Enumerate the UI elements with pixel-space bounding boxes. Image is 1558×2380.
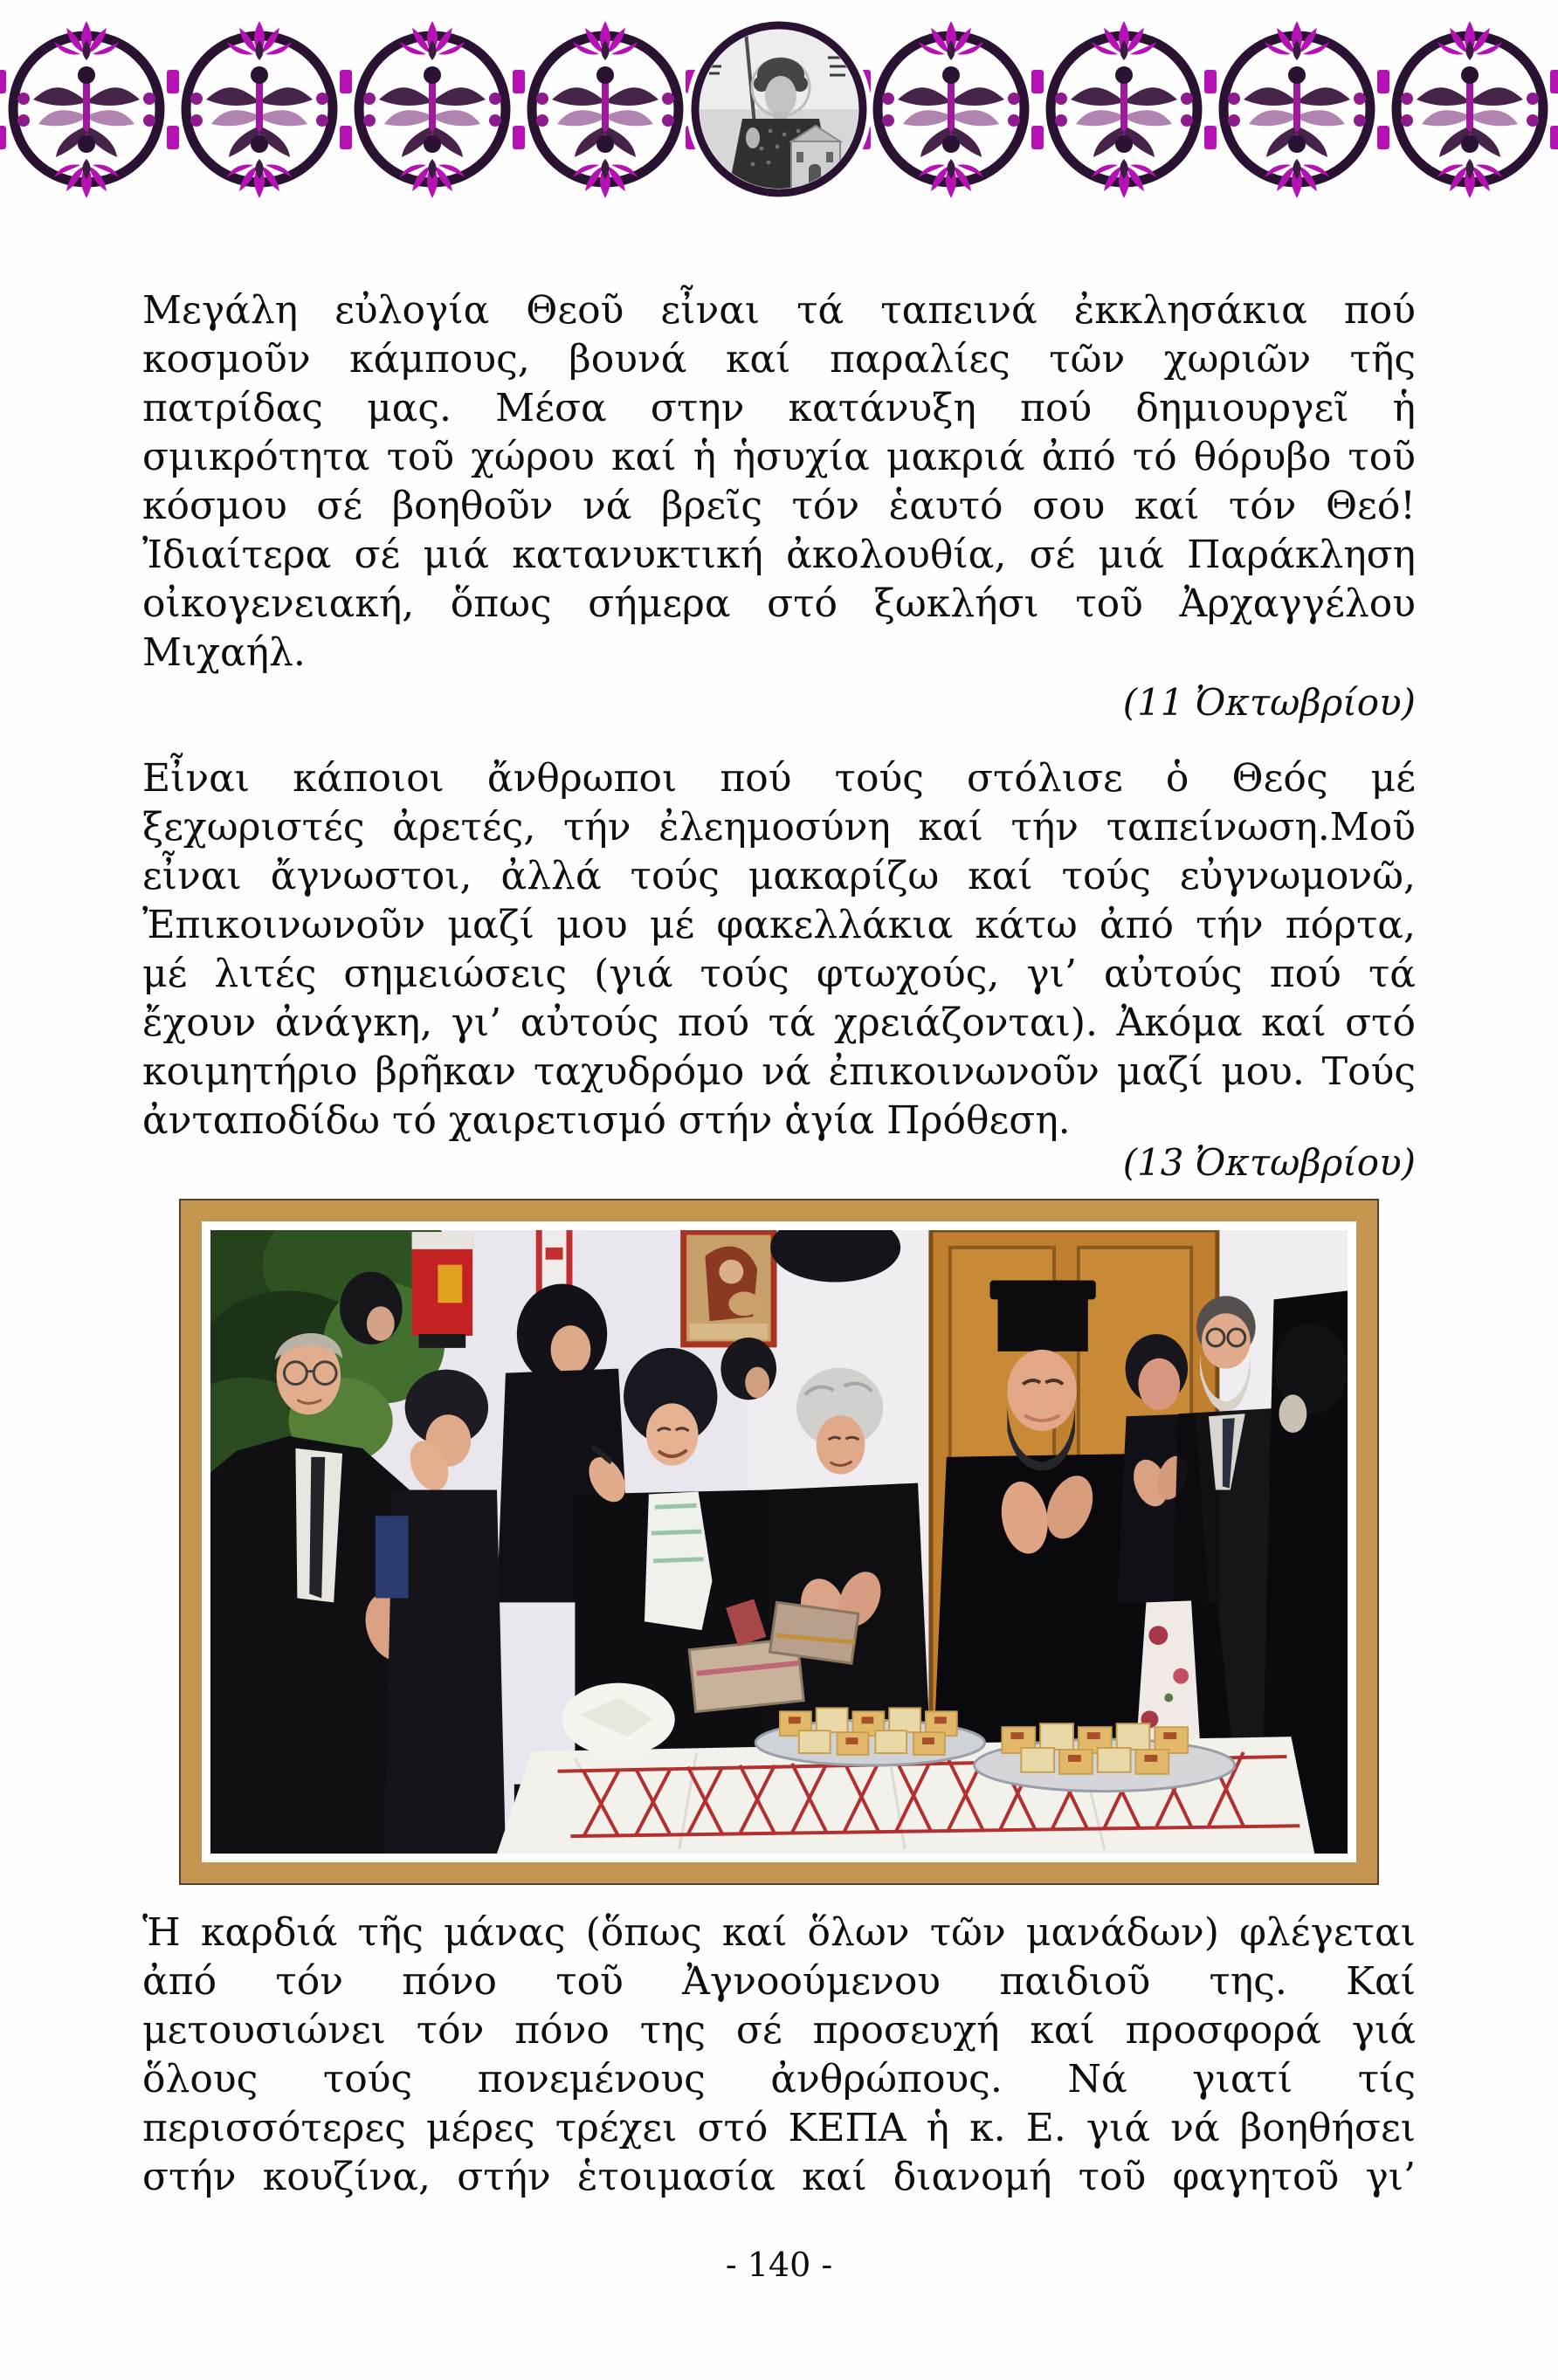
text-line: οἰκογενειακή, ὅπως σήμερα στό ξωκλήσι τοῦ Ἀρχαγγέλου (142, 581, 1416, 626)
page-number: - 140 - (725, 2246, 833, 2284)
cake-tray-left (755, 1708, 984, 1764)
fire-extinguisher-sign (412, 1232, 473, 1348)
text-line: Μεγάλη εὐλογία Θεοῦ εἶναι τά ταπεινά ἐκκλησάκια πού (142, 288, 1416, 333)
text-line: κοιμητήριο βρῆκαν ταχυδρόμο νά ἐπικοινωνοῦν μαζί μου. Τούς (142, 1049, 1416, 1094)
text-line: κόσμου σέ βοηθοῦν νά βρεῖς τόν ἑαυτό σου καί τόν Θεό! (142, 484, 1416, 528)
wrapping-paper (562, 1683, 675, 1756)
text-line: ἔχουν ἀνάγκη, γι’ αὐτούς πού τά χρειάζονται). Ἀκόμα καί στό (142, 1001, 1416, 1045)
date-annotation-2: (13 Ὀκτωβρίου) (1122, 1141, 1416, 1184)
text-line: περισσότερες μέρες τρέχει στό ΚΕΠΑ ἡ κ. Ε. γιά νά βοηθήσει (142, 2106, 1416, 2150)
text-line: ἀνταποδίδω τό χαιρετισμό στήν ἁγία Πρόθεση. (142, 1098, 1071, 1143)
text-line: κοσμοῦν κάμπους, βουνά καί παραλίες τῶν χωριῶν τῆς (142, 337, 1416, 382)
text-line: Ἡ καρδιά τῆς μάνας (ὅπως καί ὅλων τῶν μανάδων) φλέγεται (142, 1910, 1416, 1955)
text-line: ἀπό τόν πόνο τοῦ Ἀγνοούμενου παιδιοῦ της. Καί (142, 1959, 1416, 2004)
photo-mat (202, 1221, 1356, 1862)
text-line: στήν κουζίνα, στήν ἑτοιμασία καί διανομή τοῦ φαγητοῦ γι’ (142, 2155, 1416, 2199)
paragraph-3 (142, 1909, 1416, 2202)
text-line: ξεχωριστές ἀρετές, τήν ἐλεημοσύνη καί τήν ταπείνωση.Μοῦ (142, 805, 1416, 850)
ornamental-header-band (0, 16, 1558, 203)
text-line: σμικρότητα τοῦ χώρου καί ἡ ἡσυχία μακριά ἀπό τό θόρυβο τοῦ (142, 435, 1416, 479)
text-line: εἶναι ἄγνωστοι, ἀλλά τούς μακαρίζω καί τούς εὐγνωμονῶ, (142, 854, 1416, 898)
wall-icon-picture (684, 1232, 774, 1345)
text-line: Ἰδιαίτερα σέ μιά κατανυκτική ἀκολουθία, σέ μιά Παράκληση (142, 533, 1416, 577)
saint-medallion (686, 17, 872, 202)
photo-frame (179, 1199, 1379, 1885)
text-line: Ἐπικοινωνοῦν μαζί μου μέ φακελλάκια κάτω ἀπό τήν πόρτα, (142, 903, 1416, 947)
photo-of-church-gathering (210, 1230, 1348, 1854)
text-line: ὅλους τούς πονεμένους ἀνθρώπους. Νά γιατί τίς (142, 2057, 1416, 2101)
paragraph-1 (142, 286, 1416, 678)
text-line: Εἶναι κάποιοι ἄνθρωποι πού τούς στόλισε ὁ Θεός μέ (142, 756, 1416, 801)
paragraph-2 (142, 754, 1416, 1145)
date-annotation-1: (11 Ὀκτωβρίου) (1122, 681, 1416, 724)
text-line: πατρίδας μας. Μέσα στην κατάνυξη πού δημιουργεῖ ἡ (142, 386, 1416, 430)
text-line: μέ λιτές σημειώσεις (γιά τούς φτωχούς, γι’ αὐτούς πού τά (142, 952, 1416, 996)
text-line: μετουσιώνει τόν πόνο της σέ προσευχή καί προσφορά γιά (142, 2008, 1416, 2053)
text-line: Μιχαήλ. (142, 630, 306, 675)
